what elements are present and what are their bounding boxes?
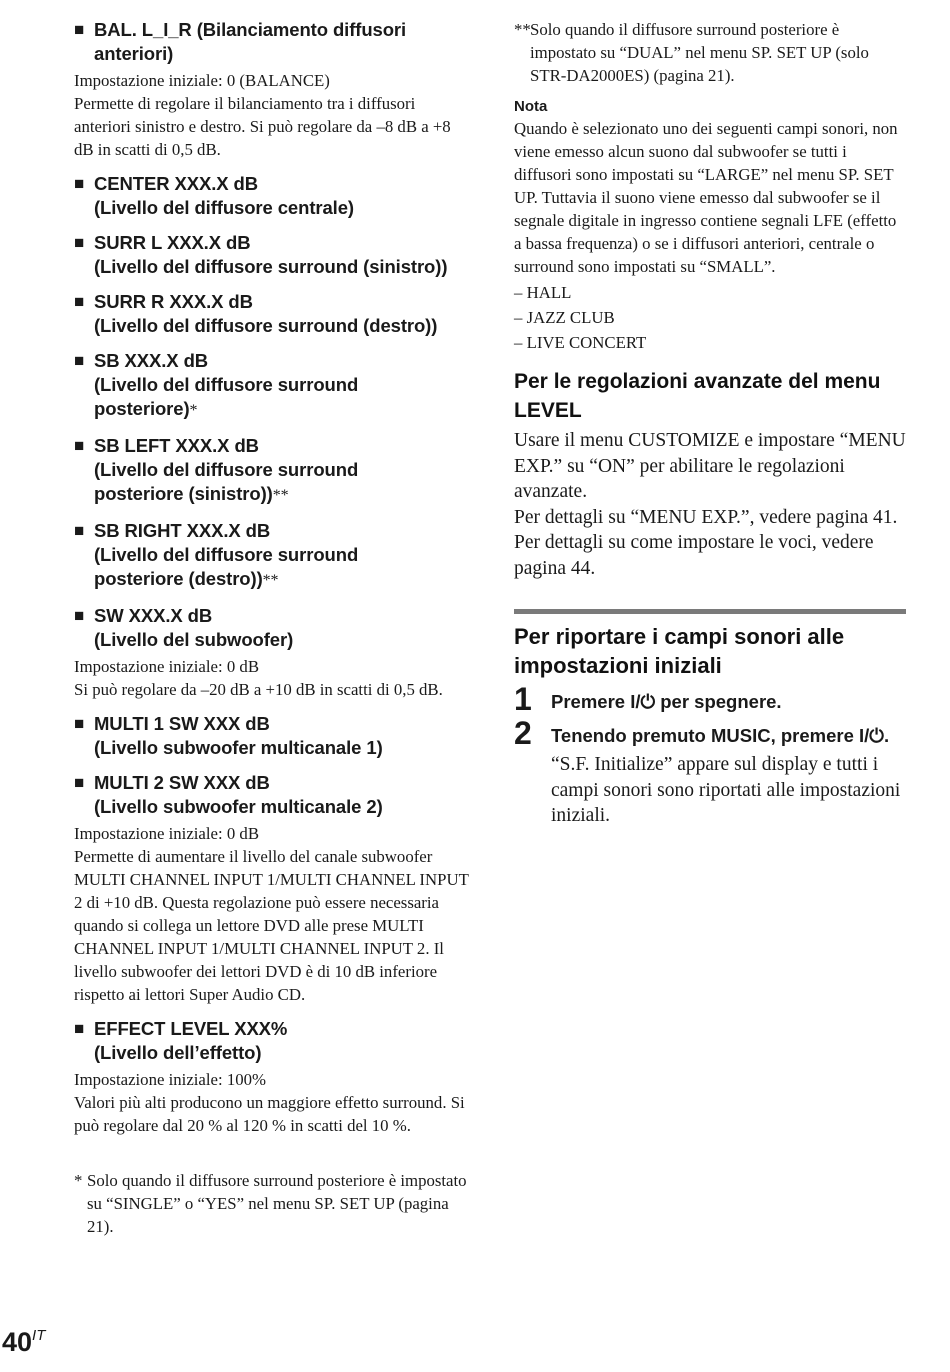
setting-heading xyxy=(74,771,474,819)
step-result: “S.F. Initialize” appare sul display e tutti i campi sonori sono riportati alle impostazioni iniziali. xyxy=(551,754,901,826)
step-instruction: Tenendo premuto MUSIC, premere I/⏻. xyxy=(551,725,890,746)
step-1 xyxy=(514,681,906,717)
setting-sb-right xyxy=(74,519,474,593)
initial-setting: Impostazione iniziale: 0 (BALANCE) xyxy=(74,71,330,90)
square-bullet-icon: ■ xyxy=(74,1019,85,1038)
advanced-paragraph: Usare il menu CUSTOMIZE e impostare “MENU EXP.” su “ON” per abilitare le regolazioni avanzate. xyxy=(514,430,906,502)
setting-title-line: (Livello del diffusore surround (sinistro)) xyxy=(94,256,448,277)
reset-section xyxy=(514,609,906,829)
footnote-dual xyxy=(514,18,906,87)
setting-title-line: (Livello del diffusore surround (destro)) xyxy=(94,315,438,336)
list-item: – LIVE CONCERT xyxy=(514,333,647,352)
setting-heading xyxy=(74,712,474,760)
note-label: Nota xyxy=(514,98,548,115)
setting-title-line: MULTI 2 SW XXX dB xyxy=(94,772,270,793)
square-bullet-icon: ■ xyxy=(74,714,85,733)
setting-title-line: (Livello dell’effetto) xyxy=(94,1042,262,1063)
setting-heading xyxy=(74,290,474,338)
setting-title-line: (Livello subwoofer multicanale 2) xyxy=(94,796,383,817)
square-bullet-icon: ■ xyxy=(74,233,85,252)
setting-title-line: (Livello del diffusore centrale) xyxy=(94,197,354,218)
setting-sb-left xyxy=(74,434,474,508)
square-bullet-icon: ■ xyxy=(74,436,85,455)
setting-title-line: SB XXX.X dB xyxy=(94,350,209,371)
advanced-settings-heading: Per le regolazioni avanzate del menu LEVEL xyxy=(514,370,881,422)
page-number: $40^{IT}$ xyxy=(2,1327,46,1357)
setting-description: Permette di regolare il bilanciamento tra i diffusori anteriori sinistro e destro. Si può regolare da –8 dB a +8 dB in scatti di 0,5 dB. xyxy=(74,94,451,159)
setting-effect-level xyxy=(74,1017,474,1137)
setting-heading xyxy=(74,434,474,508)
left-column xyxy=(74,18,474,1238)
list-item: – JAZZ CLUB xyxy=(514,308,615,327)
setting-heading xyxy=(74,519,474,593)
list-item: – HALL xyxy=(514,283,572,302)
square-bullet-icon: ■ xyxy=(74,292,85,311)
footnote-text: Solo quando il diffusore surround posteriore è impostato su “DUAL” nel menu SP. SET UP (solo STR-DA2000ES) (pagina 21). xyxy=(530,20,869,85)
setting-sb xyxy=(74,349,474,423)
setting-title-line: SB RIGHT XXX.X dB xyxy=(94,520,271,541)
square-bullet-icon: ■ xyxy=(74,521,85,540)
setting-title-line: (Livello del diffusore surround xyxy=(94,459,359,480)
square-bullet-icon: ■ xyxy=(74,351,85,370)
setting-title-line: (Livello subwoofer multicanale 1) xyxy=(94,737,383,758)
setting-title-line: MULTI 1 SW XXX dB xyxy=(94,713,270,734)
step-2 xyxy=(514,715,906,751)
footnote-mark: ** xyxy=(262,572,279,589)
setting-title-line: CENTER XXX.X dB xyxy=(94,173,258,194)
reset-heading: Per riportare i campi sonori alle impostazioni iniziali xyxy=(514,624,845,678)
setting-title-line: BAL. L_I_R (Bilanciamento diffusori xyxy=(94,19,407,40)
footnote-mark: ** xyxy=(514,20,531,39)
setting-title-line: SB LEFT XXX.X dB xyxy=(94,435,259,456)
setting-description: Si può regolare da –20 dB a +10 dB in scatti di 0,5 dB. xyxy=(74,680,443,699)
footnote-text: Solo quando il diffusore surround posteriore è impostato su “SINGLE” o “YES” nel menu SP. SET UP (pagina 21). xyxy=(87,1171,467,1236)
setting-title-line: posteriore (destro)) xyxy=(94,568,263,589)
setting-title-line: posteriore (sinistro)) xyxy=(94,483,273,504)
setting-center xyxy=(74,172,474,220)
setting-title-line: EFFECT LEVEL XXX% xyxy=(94,1018,288,1039)
setting-multi-2-sw xyxy=(74,771,474,1006)
footnote-mark: * xyxy=(74,1171,83,1190)
initial-setting: Impostazione iniziale: 100% xyxy=(74,1070,266,1089)
setting-heading xyxy=(74,18,474,66)
setting-multi-1-sw xyxy=(74,712,474,760)
setting-title-line: SW XXX.X dB xyxy=(94,605,213,626)
note-text: Quando è selezionato uno dei seguenti campi sonori, non viene emesso alcun suono dal subwoofer se tutti i diffusori sono impostati su “LARGE” nel menu SP. SET UP. Tuttavia il suono viene emesso dal subwoofer se il segnale digitale in ingresso contiene segnali LFE (effetto a bassa frequenza) o se i diffusori anteriori, centrale o surround sono impostati su “SMALL”. xyxy=(514,119,898,276)
setting-title-line: (Livello del diffusore surround xyxy=(94,374,359,395)
setting-heading xyxy=(74,172,474,220)
footnote-mark: * xyxy=(189,402,198,419)
setting-sw xyxy=(74,604,474,701)
square-bullet-icon: ■ xyxy=(74,20,85,39)
right-column xyxy=(514,18,906,829)
advanced-paragraph: Per dettagli su “MENU EXP.”, vedere pagina 41. Per dettagli su come impostare le voci, vedere pagina 44. xyxy=(514,506,898,579)
language-code: IT xyxy=(32,1327,46,1344)
setting-description: Valori più alti producono un maggiore effetto surround. Si può regolare dal 20 % al 120 % in scatti del 10 %. xyxy=(74,1093,465,1135)
setting-title-line: SURR L XXX.X dB xyxy=(94,232,251,253)
setting-title-line: anteriori) xyxy=(94,43,174,64)
setting-bal xyxy=(74,18,474,161)
step-number: 1 xyxy=(514,681,532,717)
footnote-single xyxy=(74,1169,474,1238)
setting-title-line: SURR R XXX.X dB xyxy=(94,291,253,312)
setting-heading xyxy=(74,231,474,279)
setting-surr-r xyxy=(74,290,474,338)
setting-heading xyxy=(74,1017,474,1065)
square-bullet-icon: ■ xyxy=(74,174,85,193)
setting-title-line: posteriore) xyxy=(94,398,190,419)
square-bullet-icon: ■ xyxy=(74,773,85,792)
setting-heading xyxy=(74,349,474,423)
step-number: 2 xyxy=(514,715,532,751)
setting-title-line: (Livello del diffusore surround xyxy=(94,544,359,565)
initial-setting: Impostazione iniziale: 0 dB xyxy=(74,657,260,676)
square-bullet-icon: ■ xyxy=(74,606,85,625)
sound-field-list xyxy=(514,280,906,355)
footnote-mark: ** xyxy=(272,487,289,504)
step-instruction: Premere I/⏻ per spegnere. xyxy=(551,691,782,712)
setting-description: Permette di aumentare il livello del canale subwoofer MULTI CHANNEL INPUT 1/MULTI CHANNEL INPUT 2 di +10 dB. Questa regolazione può essere necessaria quando si collega un lettore DVD alle prese MULTI CHANNEL INPUT 1/MULTI CHANNEL INPUT 2. Il livello subwoofer dei lettori DVD è di 10 dB inferiore rispetto ai lettori Super Audio CD. xyxy=(74,847,469,1004)
setting-surr-l xyxy=(74,231,474,279)
setting-title-line: (Livello del subwoofer) xyxy=(94,629,294,650)
initial-setting: Impostazione iniziale: 0 dB xyxy=(74,824,260,843)
setting-heading xyxy=(74,604,474,652)
